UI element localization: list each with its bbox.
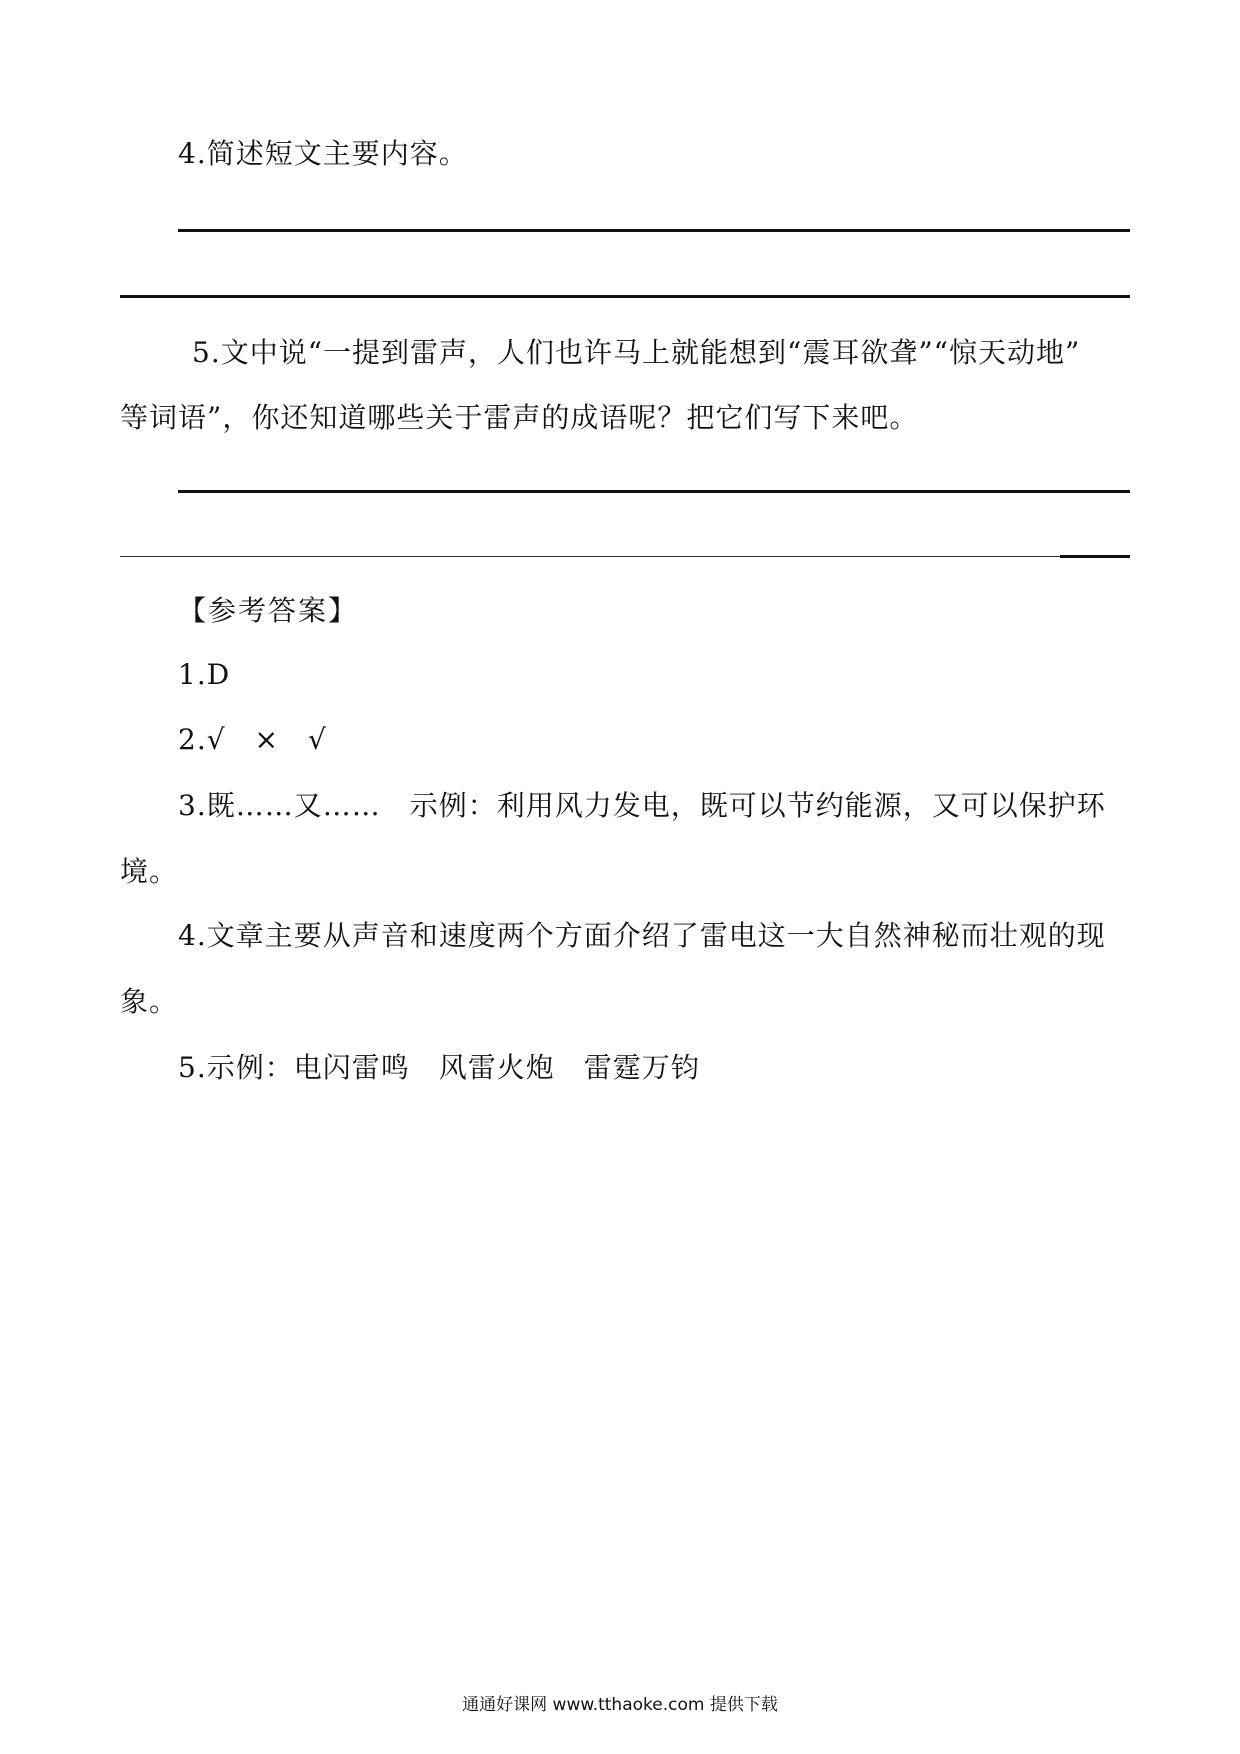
question-5-line-2: 等词语”，你还知道哪些关于雷声的成语呢？把它们写下来吧。 xyxy=(120,401,919,434)
answer-5: 5.示例：电闪雷鸣 风雷火炮 雷霆万钧 xyxy=(178,1051,700,1084)
answer-3-line-2: 境。 xyxy=(120,855,179,888)
answer-line-q5-1 xyxy=(178,490,1130,493)
page-footer: 通通好课网 www.tthaoke.com 提供下载 xyxy=(462,1695,778,1715)
answer-4-line-1: 4.文章主要从声音和速度两个方面介绍了雷电这一大自然神秘而壮观的现 xyxy=(178,919,1106,952)
question-4-text: 4.简述短文主要内容。 xyxy=(178,137,468,170)
answer-line-q4-2 xyxy=(120,295,1130,298)
question-5-line-1: 5.文中说“一提到雷声，人们也许马上就能想到“震耳欲聋”“惊天动地” xyxy=(192,336,1081,369)
answer-2: 2.√ × √ xyxy=(178,723,327,756)
answers-heading: 【参考答案】 xyxy=(178,594,359,627)
answer-3-line-1: 3.既……又…… 示例：利用风力发电，既可以节约能源，又可以保护环 xyxy=(178,789,1106,822)
answer-line-q5-2-thin xyxy=(120,556,1060,557)
answer-line-q5-2-thick xyxy=(1060,555,1130,558)
answer-1: 1.D xyxy=(178,658,231,691)
answer-line-q4-1 xyxy=(178,229,1130,232)
answer-4-line-2: 象。 xyxy=(120,985,179,1018)
